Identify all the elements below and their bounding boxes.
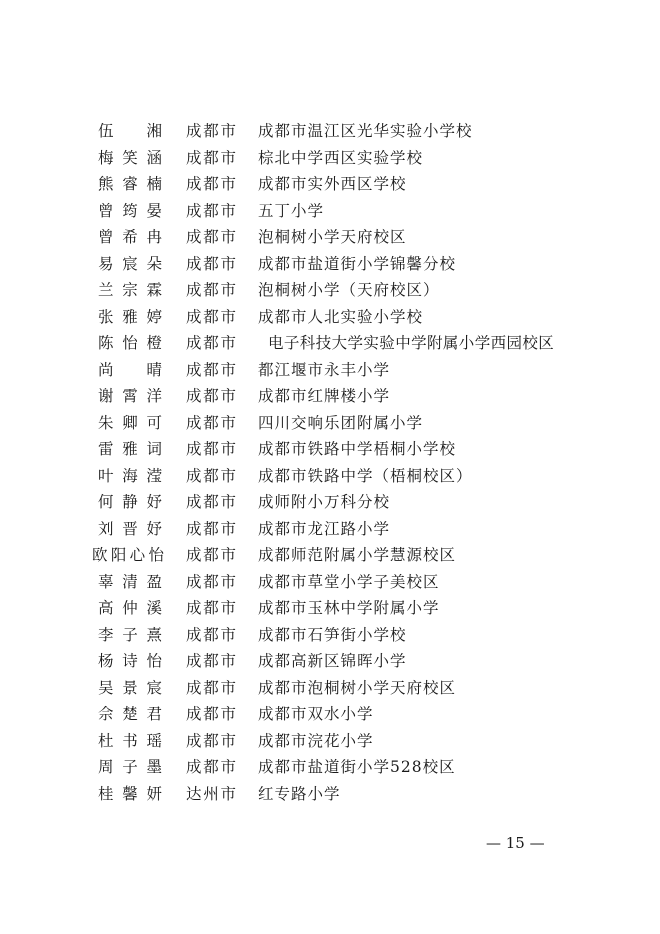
city: 成都市 bbox=[186, 413, 236, 432]
list-item bbox=[0, 542, 660, 569]
student-name: 尚 晴 bbox=[98, 360, 162, 379]
city: 成都市 bbox=[186, 493, 236, 511]
student-name: 谢霄洋 bbox=[98, 387, 162, 405]
city: 成都市 bbox=[186, 625, 236, 644]
city: 成都市 bbox=[186, 201, 236, 220]
list-item bbox=[0, 516, 660, 543]
student-name: 高仲溪 bbox=[98, 599, 162, 617]
student-name: 何静妤 bbox=[98, 493, 162, 511]
student-name: 杨诗怡 bbox=[98, 652, 162, 670]
city: 成都市 bbox=[186, 281, 236, 299]
school: 成都市龙江路小学 bbox=[258, 519, 391, 538]
school: 泡桐树小学（天府校区） bbox=[258, 281, 440, 299]
city: 成都市 bbox=[186, 758, 236, 776]
student-name: 伍 湘 bbox=[98, 122, 162, 140]
school: 成师附小万科分校 bbox=[258, 493, 391, 511]
list-item bbox=[0, 436, 660, 463]
list-item bbox=[0, 251, 660, 278]
student-name: 曾筠晏 bbox=[98, 201, 162, 220]
student-name: 刘晋妤 bbox=[98, 519, 162, 538]
list-item bbox=[0, 754, 660, 781]
student-name: 桂馨妍 bbox=[98, 784, 162, 803]
list-item bbox=[0, 198, 660, 225]
school: 成都市铁路中学（梧桐校区） bbox=[258, 466, 473, 485]
student-name: 杜书瑶 bbox=[98, 731, 162, 750]
school: 成都市铁路中学梧桐小学校 bbox=[258, 440, 457, 458]
list-item bbox=[0, 701, 660, 728]
city: 成都市 bbox=[186, 678, 236, 697]
city: 成都市 bbox=[186, 731, 236, 750]
school: 成都高新区锦晖小学 bbox=[258, 652, 407, 670]
city: 成都市 bbox=[186, 387, 236, 405]
city: 成都市 bbox=[186, 148, 236, 167]
list-item bbox=[0, 781, 660, 808]
school: 电子科技大学实验中学附属小学西园校区 bbox=[268, 334, 555, 352]
page-number: — 15 — bbox=[486, 834, 545, 852]
city: 成都市 bbox=[186, 334, 236, 352]
student-name: 梅笑涵 bbox=[98, 148, 162, 167]
school: 四川交响乐团附属小学 bbox=[258, 413, 424, 432]
list-item bbox=[0, 304, 660, 331]
city: 成都市 bbox=[186, 122, 236, 140]
city: 成都市 bbox=[186, 599, 236, 617]
school: 成都市双水小学 bbox=[258, 705, 374, 723]
school: 成都师范附属小学慧源校区 bbox=[258, 546, 457, 564]
student-name: 佘楚君 bbox=[98, 705, 162, 723]
list-item bbox=[0, 383, 660, 410]
list-item bbox=[0, 145, 660, 172]
list-item bbox=[0, 277, 660, 304]
list-item bbox=[0, 595, 660, 622]
list-item bbox=[0, 648, 660, 675]
student-name: 熊睿楠 bbox=[98, 175, 162, 193]
student-name: 曾希冉 bbox=[98, 228, 162, 246]
school: 成都市草堂小学子美校区 bbox=[258, 572, 440, 591]
student-name: 李子熹 bbox=[98, 625, 162, 644]
student-name: 易宸朵 bbox=[98, 254, 162, 273]
city: 成都市 bbox=[186, 705, 236, 723]
city: 成都市 bbox=[186, 519, 236, 538]
list-item bbox=[0, 622, 660, 649]
list-item bbox=[0, 410, 660, 437]
student-name: 吴景宸 bbox=[98, 678, 162, 697]
city: 成都市 bbox=[186, 546, 236, 564]
school: 棕北中学西区实验学校 bbox=[258, 148, 424, 167]
city: 达州市 bbox=[186, 784, 236, 803]
city: 成都市 bbox=[186, 254, 236, 273]
city: 成都市 bbox=[186, 466, 236, 485]
city: 成都市 bbox=[186, 175, 236, 193]
school: 成都市石笋街小学校 bbox=[258, 625, 407, 644]
list-item bbox=[0, 675, 660, 702]
student-name: 朱卿可 bbox=[98, 413, 162, 432]
student-name: 陈怡橙 bbox=[98, 334, 162, 352]
student-name: 欧阳心怡 bbox=[92, 546, 164, 564]
list-item bbox=[0, 224, 660, 251]
school: 成都市盐道街小学锦馨分校 bbox=[258, 254, 457, 273]
school: 都江堰市永丰小学 bbox=[258, 360, 391, 379]
list-item bbox=[0, 489, 660, 516]
city: 成都市 bbox=[186, 572, 236, 591]
school: 泡桐树小学天府校区 bbox=[258, 228, 407, 246]
student-name: 叶海滢 bbox=[98, 466, 162, 485]
list-item bbox=[0, 118, 660, 145]
school: 成都市玉林中学附属小学 bbox=[258, 599, 440, 617]
student-name: 辜清盈 bbox=[98, 572, 162, 591]
school: 成都市浣花小学 bbox=[258, 731, 374, 750]
school: 五丁小学 bbox=[258, 201, 325, 220]
student-name: 周子墨 bbox=[98, 758, 162, 776]
award-list bbox=[0, 118, 660, 807]
school: 成都市泡桐树小学天府校区 bbox=[258, 678, 457, 697]
student-name: 雷雅词 bbox=[98, 440, 162, 458]
city: 成都市 bbox=[186, 360, 236, 379]
city: 成都市 bbox=[186, 652, 236, 670]
school: 成都市温江区光华实验小学校 bbox=[258, 122, 473, 140]
list-item bbox=[0, 171, 660, 198]
list-item bbox=[0, 569, 660, 596]
student-name: 张雅婷 bbox=[98, 307, 162, 326]
list-item bbox=[0, 463, 660, 490]
school: 成都市实外西区学校 bbox=[258, 175, 407, 193]
school: 成都市红牌楼小学 bbox=[258, 387, 391, 405]
city: 成都市 bbox=[186, 440, 236, 458]
city: 成都市 bbox=[186, 228, 236, 246]
city: 成都市 bbox=[186, 307, 236, 326]
school: 成都市盐道街小学528校区 bbox=[258, 758, 456, 776]
list-item bbox=[0, 728, 660, 755]
list-item bbox=[0, 357, 660, 384]
school: 红专路小学 bbox=[258, 784, 341, 803]
student-name: 兰宗霖 bbox=[98, 281, 162, 299]
list-item bbox=[0, 330, 660, 357]
school: 成都市人北实验小学校 bbox=[258, 307, 424, 326]
